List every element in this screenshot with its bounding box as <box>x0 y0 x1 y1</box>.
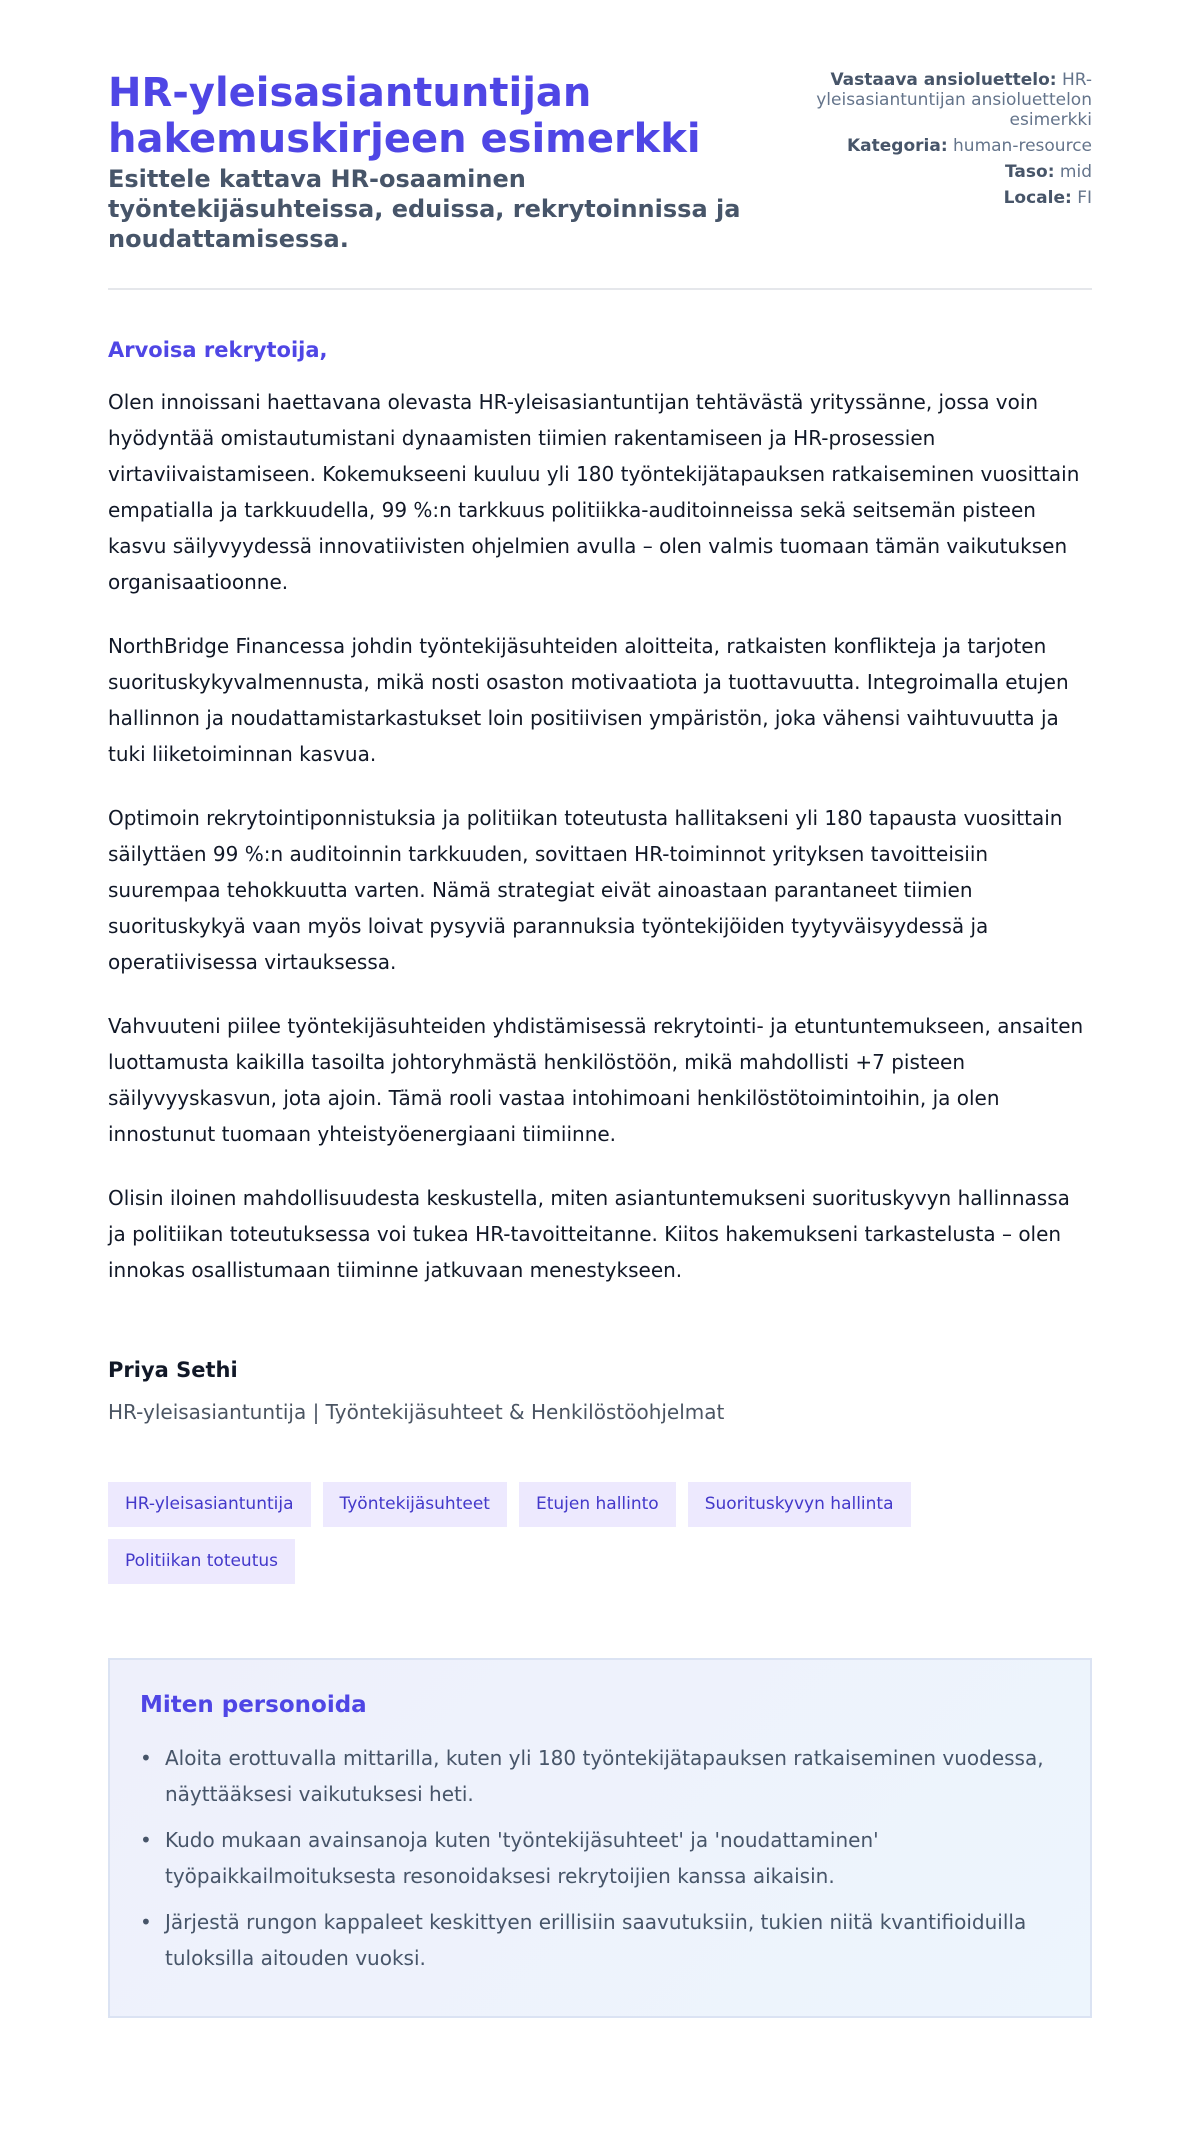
paragraph: Olen innoissani haettavana olevasta HR-yleisasiantuntijan tehtävästä yrityssänne, jossa voin hyödyntää omistautumistani dynaamisten tiimien rakentamiseen ja HR-prosessien virtaviivaistamiseen. Kokemukseeni kuuluu yli 180 työntekijätapauksen ratkaiseminen vuosittain empatialla ja tarkkuudella, 99 %:n tarkkuus politiikka-auditoinneissa sekä seitsemän pisteen kasvu säilyvyydessä innovatiivisten ohjelmien avulla – olen valmis tuomaan tämän vaikutuksen organisaatioonne. <box>108 390 1080 594</box>
tag: Etujen hallinto <box>519 1482 676 1527</box>
meta-category: Kategoria: human-resource <box>846 136 1092 156</box>
list-item: • Kudo mukaan avainsanoja kuten 'työntekijäsuhteet' ja 'noudattaminen' työpaikkailmoituksesta resonoidaksesi rekrytoijien kanssa aikaisin. <box>165 1822 1060 1894</box>
tag: Politiikan toteutus <box>108 1539 295 1584</box>
meta-info <box>792 70 1092 214</box>
tips-title: Miten personoida <box>140 1692 367 1718</box>
tag-list <box>108 1482 988 1584</box>
meta-level: Taso: mid <box>1005 162 1092 182</box>
list-item: • Aloita erottuvalla mittarilla, kuten yli 180 työntekijätapauksen ratkaiseminen vuodessa, näyttääksesi vaikutuksesi heti. <box>165 1740 1060 1812</box>
paragraph: NorthBridge Financessa johdin työntekijäsuhteiden aloitteita, ratkaisten konflikteja ja tarjoten suorituskykyvalmennusta, mikä nosti osaston motivaatiota ja tuottavuutta. Integroimalla etujen hallinnon ja noudattamistarkastukset loin positiivisen ympäristön, joka vähensi vaihtuvuutta ja tuki liiketoiminnan kasvua. <box>108 634 1069 766</box>
tag: HR-yleisasiantuntija <box>108 1482 311 1527</box>
salutation: Arvoisa rekrytoija, <box>108 338 328 362</box>
paragraph: Vahvuuteni piilee työntekijäsuhteiden yhdistämisessä rekrytointi- ja etuntuntemukseen, ansaiten luottamusta kaikilla tasoilta johtoryhmästä henkilöstöön, mikä mahdollisti +7 pisteen säilyvyyskasvun, jota ajoin. Tämä rooli vastaa intohimoani henkilöstötoimintoihin, ja olen innostunut tuomaan yhteistyöenergiaani tiimiinne. <box>108 1014 1084 1146</box>
tips-box <box>108 1658 1092 2018</box>
paragraph: Optimoin rekrytointiponnistuksia ja politiikan toteutusta hallitakseni yli 180 tapausta vuosittain säilyttäen 99 %:n auditoinnin tarkkuuden, sovittaen HR-toiminnot yrityksen tavoitteisiin suurempaa tehokkuutta varten. Nämä strategiat eivät ainoastaan parantaneet tiimien suorituskykyä vaan myös loivat pysyviä parannuksia työntekijöiden tyytyväisyydessä ja operatiivisessa virtauksessa. <box>108 806 1063 974</box>
page-subtitle: Esittele kattava HR-osaaminen työntekijäsuhteissa, eduissa, rekrytoinnissa ja noudattamisessa. <box>108 165 741 253</box>
signature-role: HR-yleisasiantuntija | Työntekijäsuhteet & Henkilöstöohjelmat <box>108 1400 725 1424</box>
signature-name: Priya Sethi <box>108 1358 238 1382</box>
page-title: HR-yleisasiantuntijan hakemuskirjeen esimerkki <box>108 70 701 162</box>
paragraph: Olisin iloinen mahdollisuudesta keskustella, miten asiantuntemukseni suorituskyvyn hallinnassa ja politiikan toteutuksessa voi tukea HR-tavoitteitanne. Kiitos hakemukseni tarkastelusta – olen innokas osallistumaan tiiminne jatkuvaan menestykseen. <box>108 1186 1070 1282</box>
signature <box>108 1358 1092 1424</box>
tips-list <box>140 1740 1060 1976</box>
meta-locale: Locale: FI <box>1003 188 1092 208</box>
tag: Työntekijäsuhteet <box>323 1482 507 1527</box>
list-item: • Järjestä rungon kappaleet keskittyen erillisiin saavutuksiin, tukien niitä kvantifioiduilla tuloksilla aitouden vuoksi. <box>165 1904 1060 1976</box>
header <box>108 70 1092 290</box>
meta-resume: Vastaava ansioluettelo: HR-yleisasiantuntijan ansioluettelon esimerkki <box>816 70 1092 130</box>
tag: Suorituskyvyn hallinta <box>688 1482 911 1527</box>
letter-body <box>108 384 1092 1288</box>
